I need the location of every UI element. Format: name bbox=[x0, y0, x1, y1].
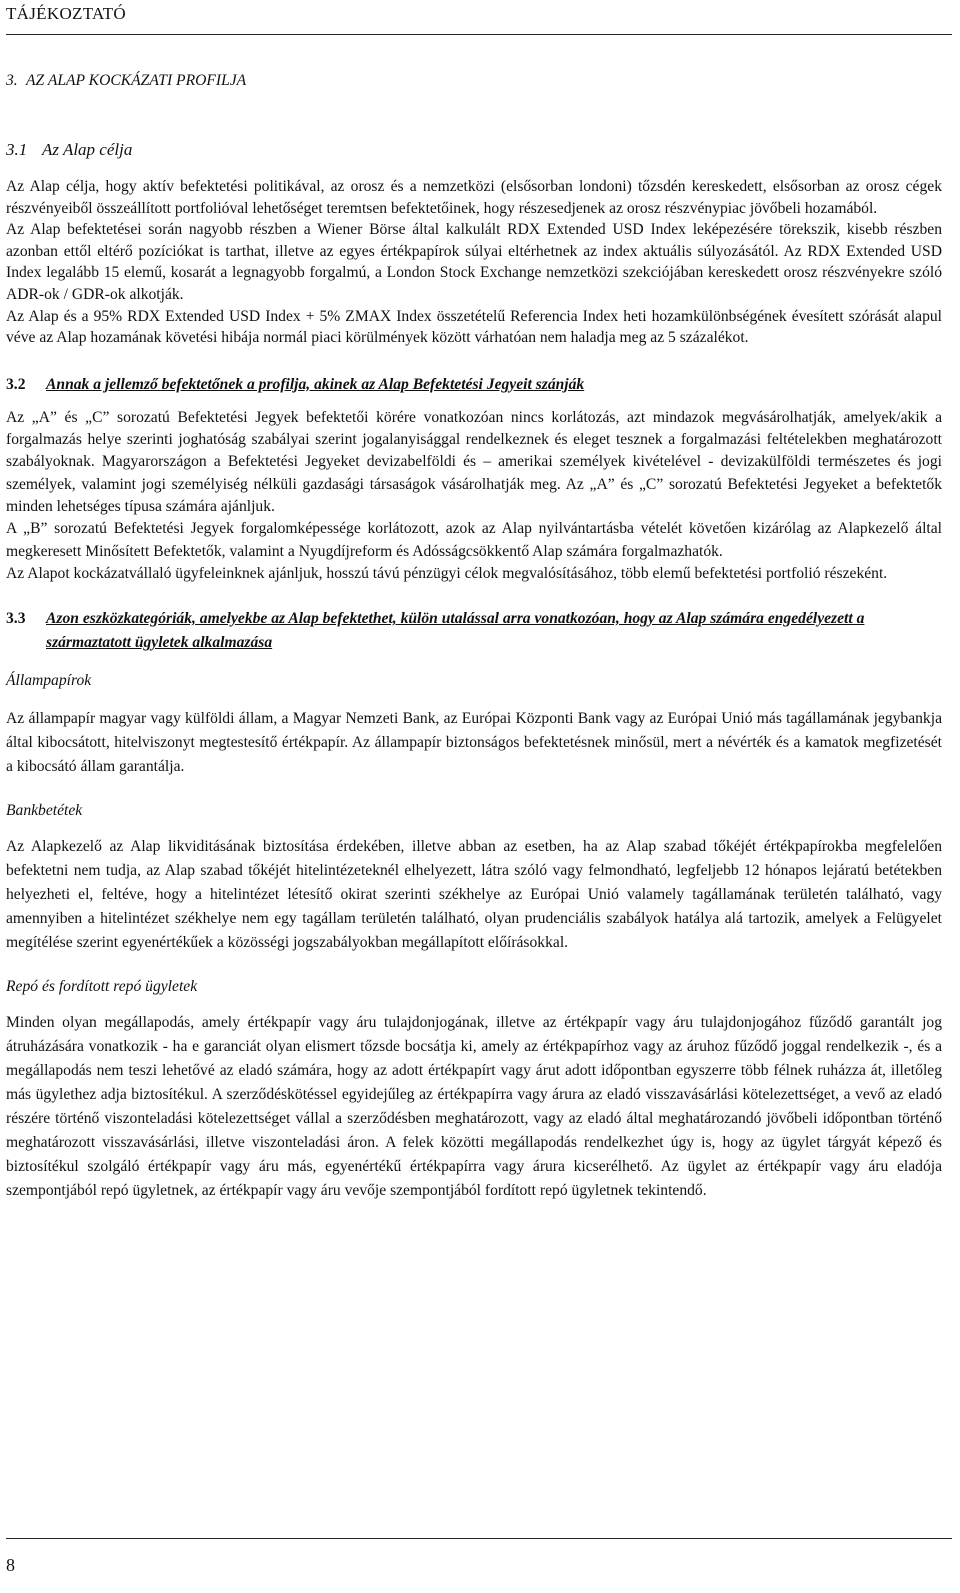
paragraph: Az „A” és „C” sorozatú Befektetési Jegyek befektetői körére vonatkozóan nincs korlátozás, azt mindazok megvásárolhatják, amelyek/akik a forgalmazás helye szerinti joghatóság szabályai szerint jogalanyisággal rendelkeznek és eleget tesznek a forgalmazási feltételekben meghatározott szabályoknak. Magyarországon a Befektetési Jegyeket devizabelföldi és – amerikai személyek kivételével - devizakülföldi természetes és jogi személyek, valamint jogi személyiség nélküli gazdasági társaságok vásárolhatják meg. Az „A” és „C” sorozatú Befektetési Jegyeket a befektetők minden lehetséges típusa számára ajánljuk. bbox=[6, 408, 942, 515]
paragraph: Az állampapír magyar vagy külföldi állam, a Magyar Nemzeti Bank, az Európai Központi Bank vagy az Európai Unió más tagállamának jegybankja által kibocsátott, hitelviszonyt megtestesítő értékpapír. Az állampapír biztonságos befektetésnek minősül, mert a névérték és a kamatok megfizetését a kibocsátó állam garantálja. bbox=[6, 710, 942, 776]
section-title: AZ ALAP KOCKÁZATI PROFILJA bbox=[26, 72, 247, 89]
document-header: TÁJÉKOZTATÓ bbox=[6, 4, 126, 23]
header-divider bbox=[6, 34, 952, 35]
paragraph: Minden olyan megállapodás, amely értékpapír vagy áru tulajdonjogának, illetve az értékpapír vagy áru tulajdonjogához fűződő garantált jog átruházására vonatkozik - ha e garanciát olyan elismert tőzsde bocsátja ki, amely az értékpapírhoz vagy az áruhoz fűződő joggal rendelkezik -, és a megállapodás nem teszi lehetővé az eladó számára, hogy az adott értékpapírt vagy árut adott időpontban egyszerre több félnek ruházza át, illetőleg más ügylethez adja biztosítékul. A szerződéskötéssel egyidejűleg az értékpapírra vagy árura az eladó visszavásárlási kötelezettséget, a vevő az eladó részére történő viszonteladási kötelezettséget vállal a szerződésben meghatározott, vagy az eladó által meghatározandó jövőbeli időpontban történő meghatározott visszavásárlási, illetve viszonteladási áron. A felek közötti megállapodás rendelkezhet úgy is, hogy az ügylet tárgyát képező és biztosítékul szolgáló értékpapír vagy áru más, egyenértékű értékpapírra vagy árura kicserélhető. Az ügylet az értékpapír vagy áru eladója szempontjából repó ügyletnek, az értékpapír vagy áru vevője szempontjából fordított repó ügyletnek tekintendő. bbox=[6, 1014, 942, 1200]
paragraph: Az Alap befektetései során nagyobb részben a Wiener Börse által kalkulált RDX Extended USD Index leképezésére törekszik, kisebb részben azonban ettől eltérő pozíciókat is tarthat, illetve az egyes értékpapírok súlyai eltérhetnek az index aktuális súlyozásától. Az RDX Extended USD Index legalább 15 elemű, kosarát a legnagyobb forgalmú, a London Stock Exchange nemzetközi szekciójában kereskedett orosz részvényekre szóló ADR-ok / GDR-ok alkotják. bbox=[6, 221, 942, 303]
section-number: 3.1 bbox=[6, 140, 28, 159]
paragraph: Az Alapkezelő az Alap likviditásának biztosítása érdekében, illetve abban az esetben, ha az Alap szabad tőkéjét értékpapírokba megfelelően befektetni nem tudja, az Alap szabad tőkéjét hitelintézeteknél elhelyezett, látra szóló vagy felmondható, legfeljebb 12 hónapos lejáratú betétekben helyezheti el, feltéve, hogy a hitelintézet létesítő okirat szerinti székhelye az Európai Unió valamely tagállamának területén található, vagy amennyiben a hitelintézet székhelye nem egy tagállam területén található, olyan prudenciális szabályok hatálya alá tartozik, amelyek a Felügyelet megítélése szerint egyenértékűek a közösségi jogszabályokban megállapított előírásokkal. bbox=[6, 838, 942, 952]
subheading-government-securities: Állampapírok bbox=[6, 672, 92, 690]
document-body bbox=[6, 70, 942, 1203]
section-number: 3. bbox=[6, 72, 18, 89]
section-3-heading bbox=[6, 70, 942, 92]
section-number: 3.3 bbox=[6, 610, 26, 628]
section-title: Az Alap célja bbox=[42, 140, 133, 159]
section-3-2-heading bbox=[6, 373, 942, 397]
section-3-3-heading bbox=[6, 607, 942, 655]
paragraph: A „B” sorozatú Befektetési Jegyek forgalomképessége korlátozott, azok az Alap nyilvántartásba vételét követően kizárólag az Alapkezelő által megkeresett Minősített Befektetők, valamint a Nyugdíjreform és Adósságcsökkentő Alap számára forgalmazhatók. bbox=[6, 520, 942, 560]
paragraph: Az Alap célja, hogy aktív befektetési politikával, az orosz és a nemzetközi (elsősorban londoni) tőzsdén kereskedett, elsősorban az orosz cégek részvényeiből összeállított portfolióval lehetőséget teremtsen befektetőinek, hogy részesedjenek az orosz részvénypiac jövőbeli hozamából. bbox=[6, 178, 942, 217]
paragraph: Az Alap és a 95% RDX Extended USD Index + 5% ZMAX Index összetételű Referencia Index heti hozamkülönbségének évesített szórását alapul véve az Alap hozamának követési hibája normál piaci körülmények között várhatóan nem haladja meg az 5 százalékot. bbox=[6, 307, 942, 347]
page-number: 8 bbox=[6, 1555, 15, 1575]
section-3-1-heading bbox=[6, 138, 942, 162]
section-number: 3.2 bbox=[6, 375, 26, 393]
subheading-repo: Repó és fordított repó ügyletek bbox=[6, 978, 198, 996]
paragraph: Az Alapot kockázatvállaló ügyfeleinknek ajánljuk, hosszú távú pénzügyi célok megvalósításához, több elemű befektetési portfolió részeként. bbox=[6, 564, 888, 582]
subheading-bank-deposits: Bankbetétek bbox=[6, 802, 83, 820]
section-title: Annak a jellemző befektetőnek a profilja, akinek az Alap Befektetési Jegyeit szánják bbox=[46, 375, 585, 393]
footer-divider bbox=[6, 1538, 952, 1539]
section-title: Azon eszközkategóriák, amelyekbe az Alap befektethet, külön utalással arra vonatkozóan, hogy az Alap számára engedélyezett a származtatott ügyletek alkalmazása bbox=[46, 610, 865, 652]
